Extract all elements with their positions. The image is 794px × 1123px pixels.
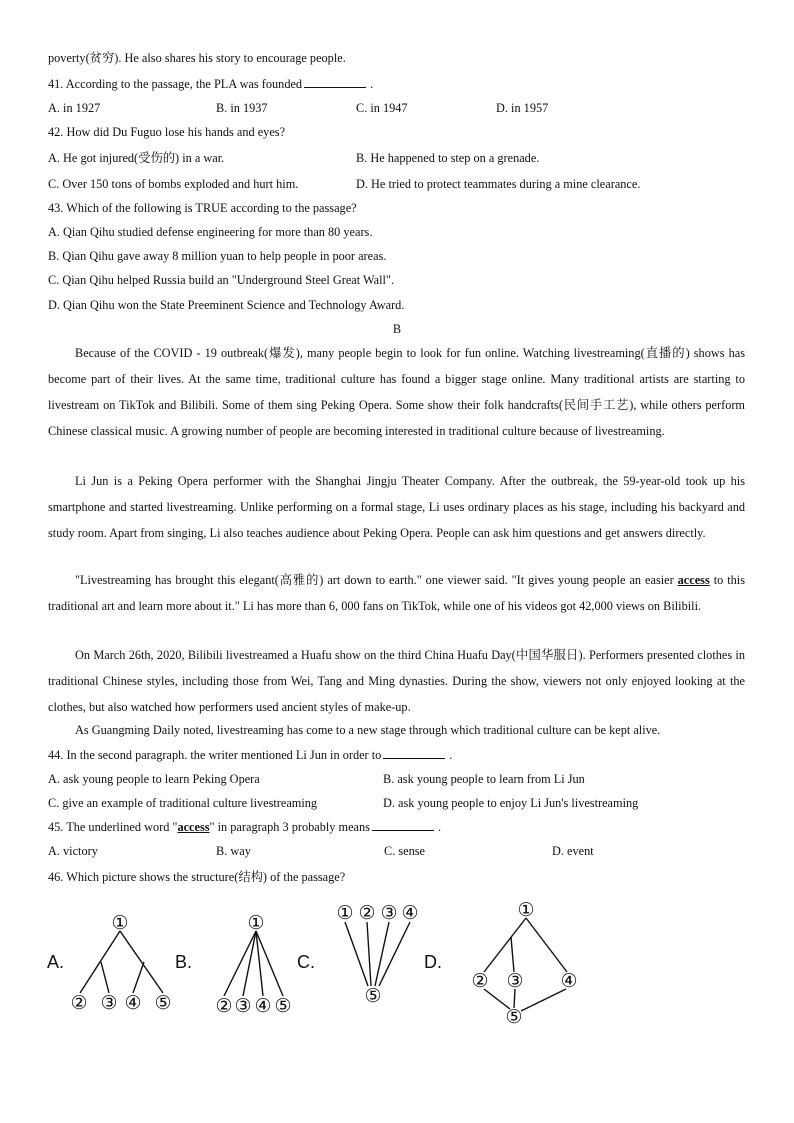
passage-b-paragraph-5: As Guangming Daily noted, livestreaming has come to a new stage through which traditional culture can be kept alive. xyxy=(75,723,661,737)
passage-a-tail: poverty(贫穷). He also shares his story to encourage people. xyxy=(48,51,346,65)
node-5: ⑤ xyxy=(154,993,172,1014)
diagram-c xyxy=(345,922,410,986)
passage-b-paragraph-1: Because of the COVID - 19 outbreak(爆发), many people begin to look for fun online. Watching livestreaming(直播的) shows has become part of their lives. At the same time, traditional culture has found a bigger stage online. Many traditional artists are starting to livestream on TikTok and Bilibili. Some of them sing Peking Opera. Some show their folk handcrafts(民间手工艺), while others perform Chinese classical music. A growing number of people are becoming interested in traditional culture because of livestreaming. xyxy=(48,346,745,438)
node-2: ② xyxy=(471,971,489,992)
node-5: ⑤ xyxy=(505,1007,523,1028)
q41-option-a: A. in 1927 xyxy=(48,101,101,115)
passage-b-paragraph-2: Li Jun is a Peking Opera performer with the Shanghai Jingju Theater Company. After the outbreak, the 59-year-old took up his smartphone and started livestreaming. Unlike performing on a formal stage, Li uses ordinary places as his stage, including his backyard and study room. Apart from singing, Li also teaches audience about Peking Opera. People can ask him questions and get answers directly. xyxy=(48,474,745,540)
question-41-end: . xyxy=(370,77,374,91)
diagram-d xyxy=(484,918,567,1011)
node-3: ③ xyxy=(380,903,398,924)
q45-option-a: A. victory xyxy=(48,844,98,858)
diagram-b xyxy=(224,931,283,996)
node-1: ① xyxy=(247,913,265,934)
node-4: ④ xyxy=(401,903,419,924)
answer-blank xyxy=(372,819,434,831)
q44-option-d: D. ask young people to enjoy Li Jun's livestreaming xyxy=(383,796,639,810)
q43-option-b: B. Qian Qihu gave away 8 million yuan to help people in poor areas. xyxy=(48,249,387,263)
p3-text-before: "Livestreaming has brought this elegant(高雅的) art down to earth." one viewer said. "It gives young people an easier xyxy=(75,573,678,587)
q42-option-b: B. He happened to step on a grenade. xyxy=(356,151,540,165)
node-4: ④ xyxy=(560,971,578,992)
q42-option-a: A. He got injured(受伤的) in a war. xyxy=(48,151,225,165)
p3-text-after: to this traditional art and learn more about it." Li has more than 6, 000 fans on TikTok, while one of his videos got 42,000 views on Bilibili. xyxy=(48,573,745,613)
node-5: ⑤ xyxy=(364,986,382,1007)
question-46-stem: 46. Which picture shows the structure(结构) of the passage? xyxy=(48,870,346,884)
passage-b-paragraph-4: On March 26th, 2020, Bilibili livestreamed a Huafu show on the third China Huafu Day(中国华服日). Performers presented clothes in traditional Chinese styles, including those from Wei, Tang and Ming dynasties. During the show, viewers not only enjoyed looking at the clothes, but also watched how performers used ancient styles of make-up. xyxy=(48,648,745,714)
question-44-stem: 44. In the second paragraph. the writer mentioned Li Jun in order to xyxy=(48,748,382,762)
node-3: ③ xyxy=(100,993,118,1014)
q42-option-c: C. Over 150 tons of bombs exploded and hurt him. xyxy=(48,177,299,191)
question-45-end: . xyxy=(437,820,442,834)
answer-blank xyxy=(383,747,445,759)
node-1: ① xyxy=(336,903,354,924)
q44-option-b: B. ask young people to learn from Li Jun xyxy=(383,772,585,786)
q41-option-d: D. in 1957 xyxy=(496,101,549,115)
option-a-letter: A. xyxy=(47,952,65,972)
node-4: ④ xyxy=(254,996,272,1017)
question-45-stem-after: " in paragraph 3 probably means xyxy=(209,820,370,834)
question-45 xyxy=(48,819,441,835)
q41-option-b: B. in 1937 xyxy=(216,101,268,115)
passage-b-paragraph-3 xyxy=(48,567,745,619)
q41-option-c: C. in 1947 xyxy=(356,101,408,115)
q43-option-d: D. Qian Qihu won the State Preeminent Science and Technology Award. xyxy=(48,298,405,312)
section-b-heading: B xyxy=(392,322,402,336)
question-42-stem: 42. How did Du Fuguo lose his hands and eyes? xyxy=(48,125,286,139)
option-c-letter: C. xyxy=(297,952,315,972)
q43-option-c: C. Qian Qihu helped Russia build an "Underground Steel Great Wall". xyxy=(48,273,395,287)
q44-option-a: A. ask young people to learn Peking Opera xyxy=(48,772,260,786)
node-4: ④ xyxy=(124,993,142,1014)
q45-option-d: D. event xyxy=(552,844,594,858)
node-2: ② xyxy=(215,996,233,1017)
q45-option-b: B. way xyxy=(216,844,251,858)
question-41-stem: 41. According to the passage, the PLA was founded xyxy=(48,77,303,91)
node-3: ③ xyxy=(506,971,524,992)
node-3: ③ xyxy=(234,996,252,1017)
q44-option-c: C. give an example of traditional culture livestreaming xyxy=(48,796,318,810)
question-44-end: . xyxy=(449,748,453,762)
keyword-access: access xyxy=(177,820,210,834)
answer-blank xyxy=(304,76,366,88)
keyword-access: access xyxy=(677,573,710,587)
question-44 xyxy=(48,747,452,763)
q43-option-a: A. Qian Qihu studied defense engineering for more than 80 years. xyxy=(48,225,373,239)
node-1: ① xyxy=(517,900,535,921)
question-45-stem-before: 45. The underlined word " xyxy=(48,820,178,834)
q42-option-d: D. He tried to protect teammates during a mine clearance. xyxy=(356,177,641,191)
node-2: ② xyxy=(358,903,376,924)
option-d-letter: D. xyxy=(424,952,442,972)
question-43-stem: 43. Which of the following is TRUE according to the passage? xyxy=(48,201,357,215)
node-1: ① xyxy=(111,913,129,934)
option-b-letter: B. xyxy=(175,952,193,972)
q45-option-c: C. sense xyxy=(384,844,425,858)
node-5: ⑤ xyxy=(274,996,292,1017)
node-2: ② xyxy=(70,993,88,1014)
question-41 xyxy=(48,76,373,92)
diagram-a xyxy=(80,931,163,993)
